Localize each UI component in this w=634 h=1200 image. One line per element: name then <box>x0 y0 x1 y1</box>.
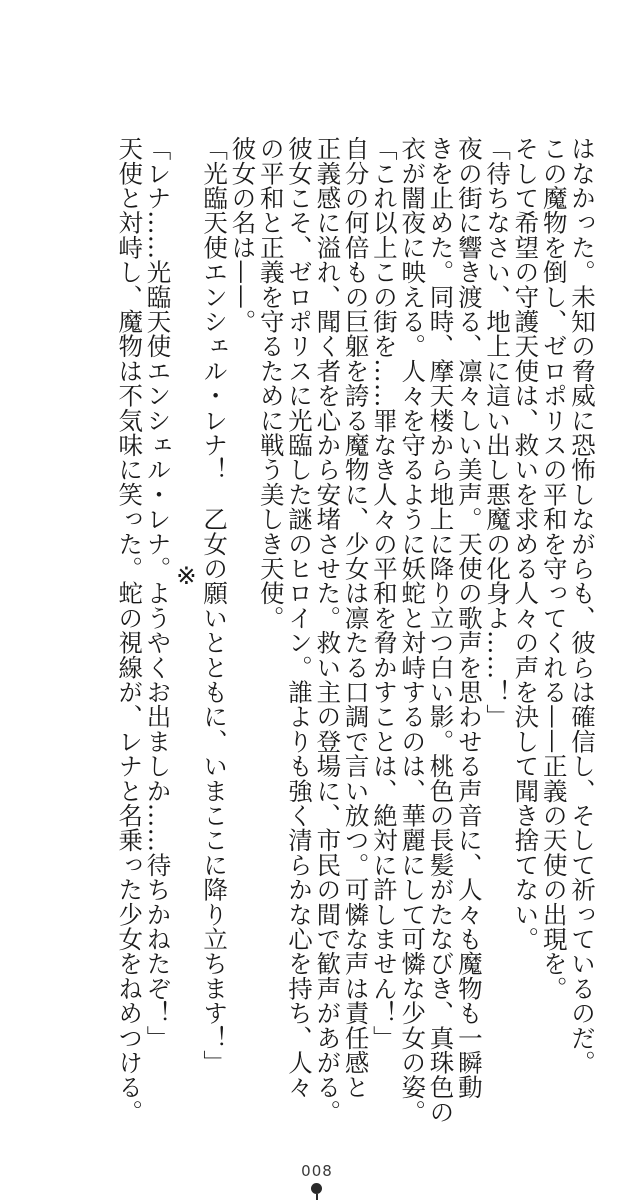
text-column: の平和と正義を守るために戦う美しき天使。 <box>256 136 286 630</box>
text-column: 「光臨天使エンシェル・レナ！ 乙女の願いとともに、いまここに降り立ちます！」 <box>200 136 230 1075</box>
text-column: この魔物を倒し、ゼロポリスの平和を守ってくれる——正義の天使の出現を。 <box>539 136 569 1001</box>
text-column: 彼女の名は——。 <box>228 136 258 334</box>
text-column: 天使と対峙し、魔物は不気味に笑った。蛇の視線が、レナと名乗った少女をねめつける。 <box>115 136 145 1125</box>
text-column: 衣が闇夜に映える。人々を守るように妖蛇と対峙するのは、華麗にして可憐な少女の姿。 <box>398 136 428 1124</box>
page-marker-line <box>316 1194 318 1200</box>
text-column: 「待ちなさい、地上に這い出し悪魔の化身よ……！」 <box>483 136 513 729</box>
page-marker-dot-icon <box>311 1183 322 1194</box>
text-column: 彼女こそ、ゼロポリスに光臨した謎のヒロイン。誰よりも強く清らかな心を持ち、人々 <box>285 136 315 1100</box>
page-number: 008 <box>301 1162 333 1180</box>
text-column: 夜の街に響き渡る、凛々しい美声。天使の歌声を思わせる声音に、人々も魔物も一瞬動 <box>454 136 484 1100</box>
text-column: 自分の何倍もの巨躯を誇る魔物に、少女は凛たる口調で言い放つ。可憐な声は責任感と <box>341 136 371 1100</box>
text-column: そして希望の守護天使は、救いを求める人々の声を決して聞き捨てない。 <box>511 136 541 952</box>
text-column: 「レナ……光臨天使エンシェル・レナ。ようやくお出ましか……待ちかねたぞ！」 <box>143 136 173 1050</box>
text-column: きを止めた。同時、摩天楼から地上に降り立つ白い影。桃色の長髪がたなびき、真珠色の <box>426 136 456 1124</box>
text-column: 「これ以上この街を……罪なき人々の平和を脅かすことは、絶対に許しません！」 <box>369 136 399 1050</box>
text-column: 正義感に溢れ、聞く者を心から安堵させた。救い主の登場に、市民の間で歓声があがる。 <box>313 136 343 1124</box>
body-text <box>115 136 597 1125</box>
scene-break-mark: ※ <box>171 561 201 591</box>
text-column: はなかった。未知の脅威に恐怖しながらも、彼らは確信し、そして祈っているのだ。 <box>568 136 597 1075</box>
